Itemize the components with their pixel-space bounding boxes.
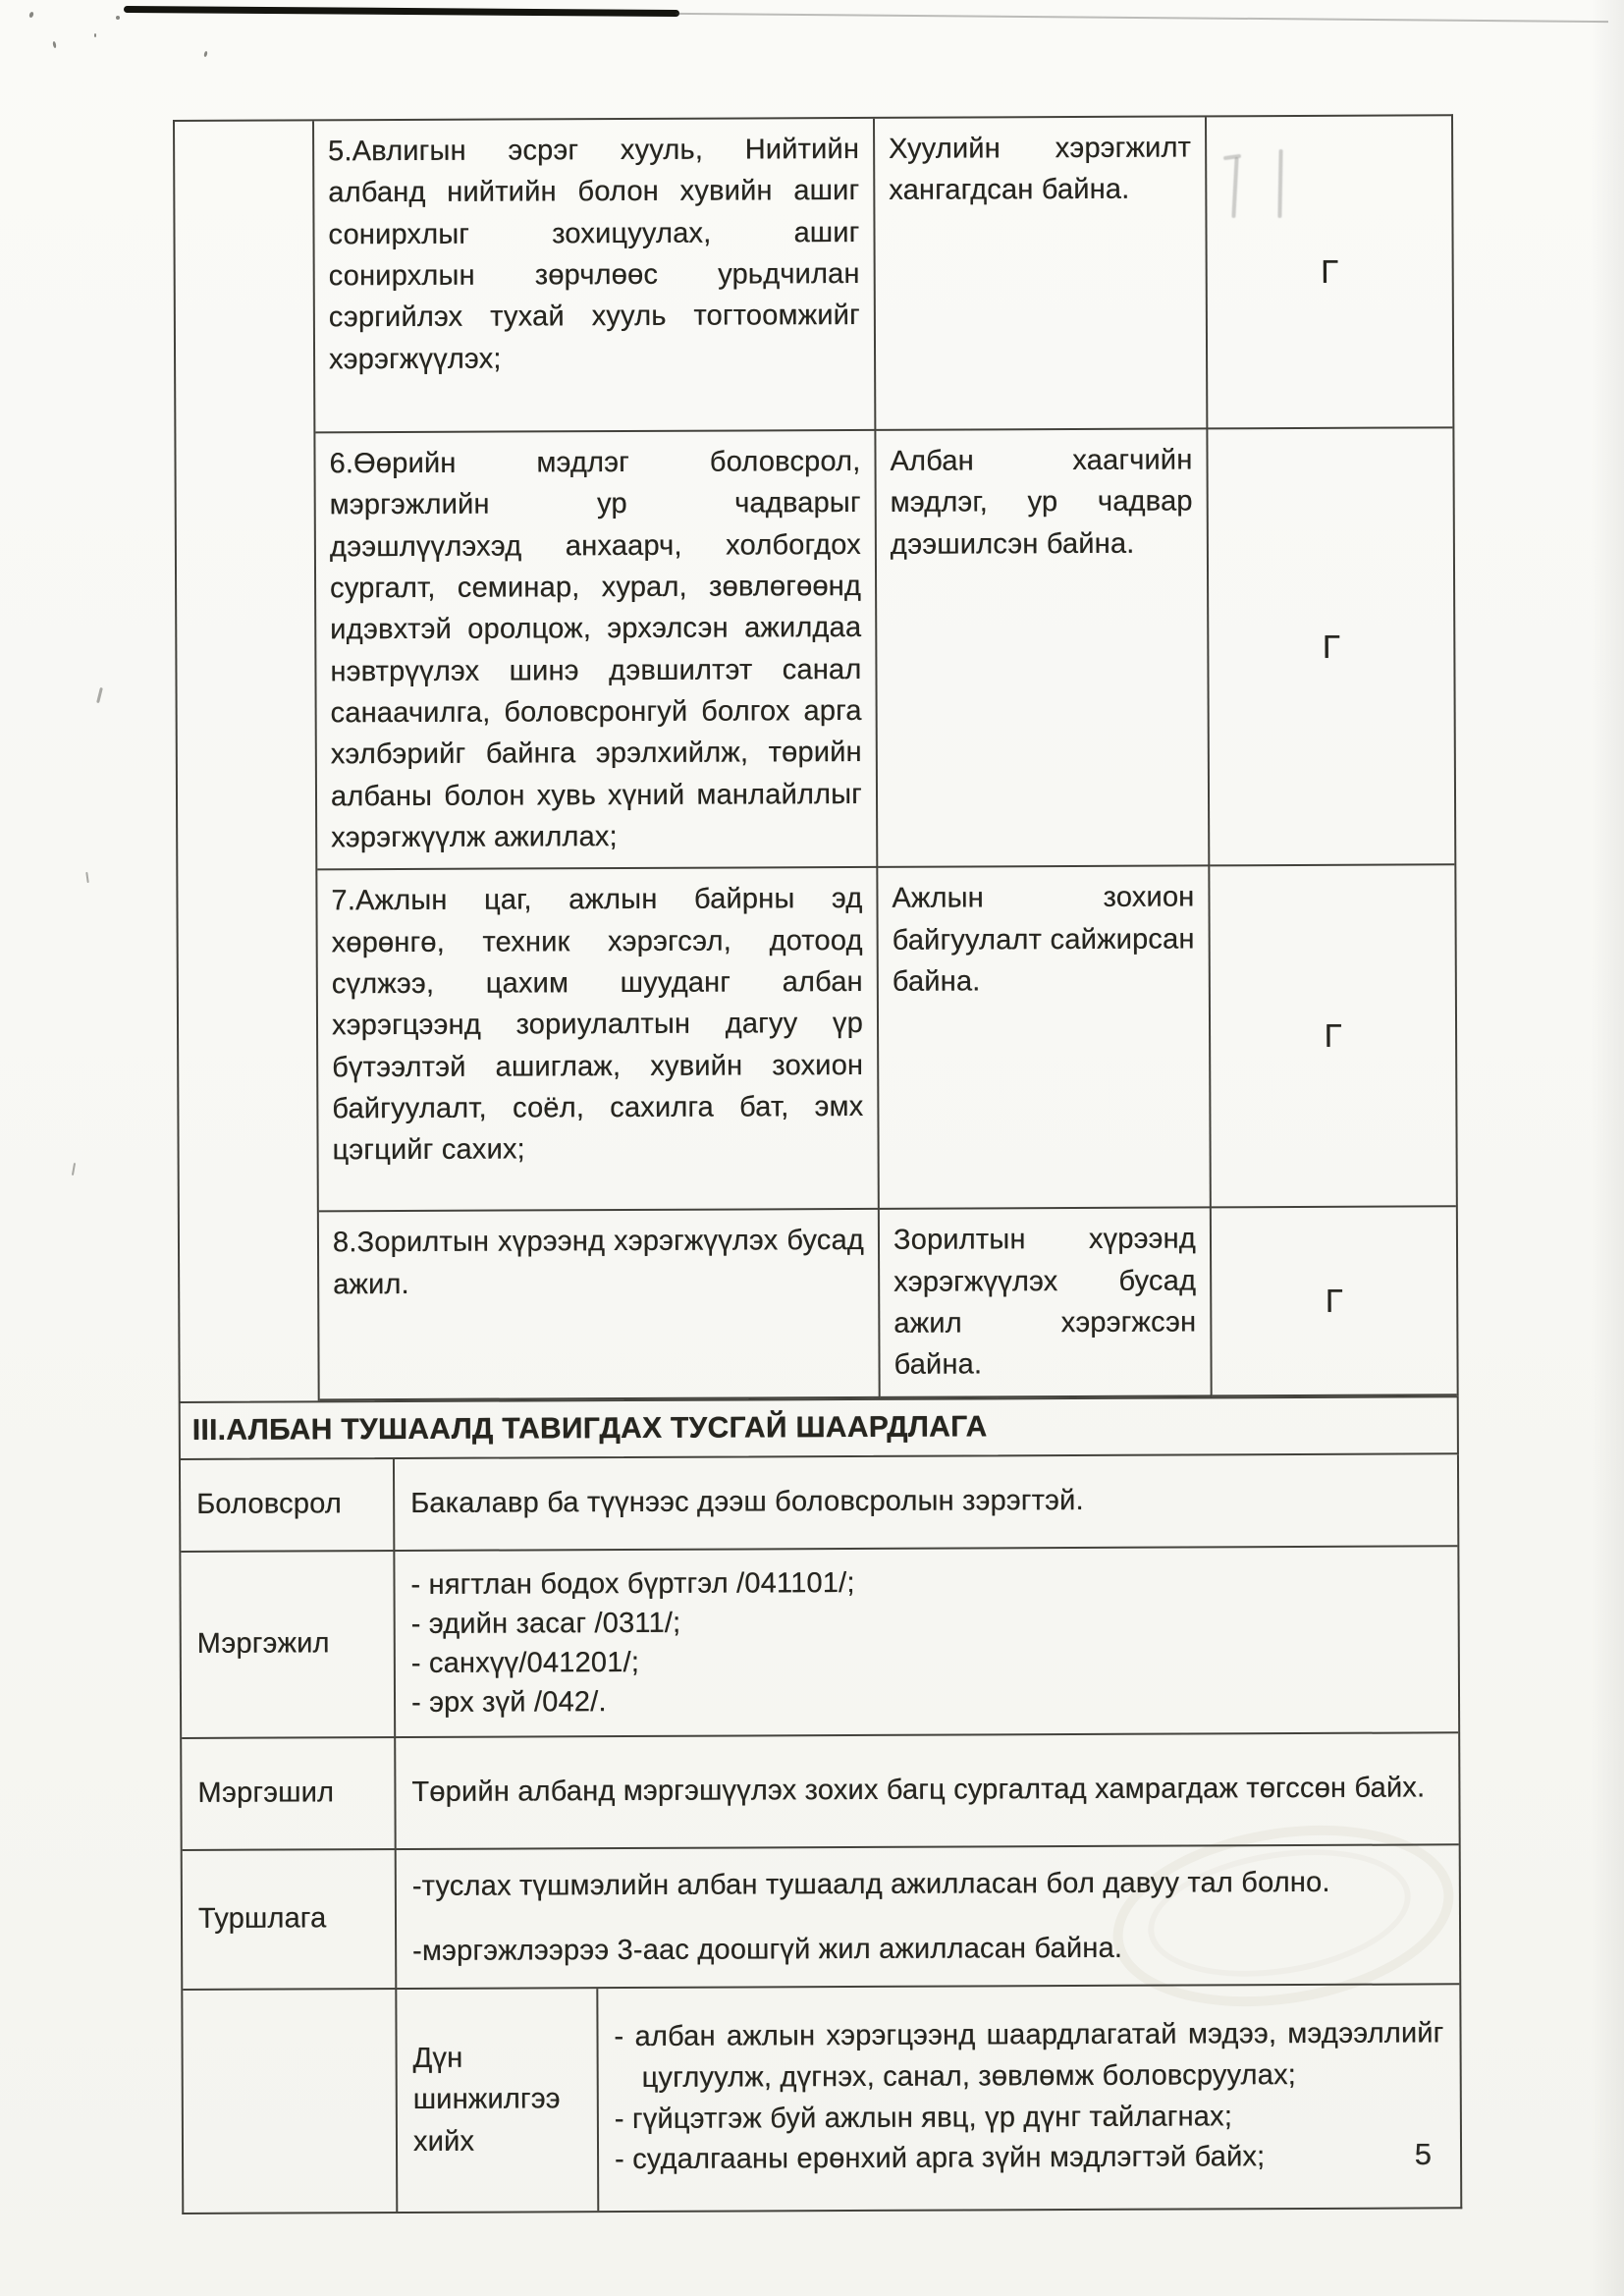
row-label: Туршлага xyxy=(197,1902,327,1936)
table-row-7-task xyxy=(317,868,880,1212)
margin-speck xyxy=(96,687,103,703)
list-item: - эрх зүй /042/. xyxy=(410,1685,607,1719)
task-text: 8.Зорилтын хүрээнд хэрэгжүүлэх бусад ажил. xyxy=(332,1225,865,1300)
list-item: - албан ажлын хэрэгцээнд шаардлагатай мэдээ, мэдээллийг цуглуулж, дүгнэх, санал, зөвлөмж боловсруулах; xyxy=(614,2017,1444,2094)
task-text: 6.Өөрийн мэдлэг боловсрол, мэргэжлийн ур чадварыг дээшлүүлэхэд анхаарч, холбогдох сургалт, семинар, хурал, зөвлөгөөнд идэвхтэй оролцож, эрхэлсэн ажилдаа нэвтрүүлэх шинэ дэвшилтэт санал санаачилга, боловсронгуй болгох арга хэлбэрийг байнга эрэлхийлж, төрийн албаны болон хувь хүний манлайллыг хэрэгжүүлж ажиллах; xyxy=(329,445,863,854)
scan-edge-line-faint xyxy=(676,13,1608,23)
row-label-cell xyxy=(181,1459,395,1551)
list-item: -туслах түшмэлийн албан тушаалд ажилласан бол давуу тал болно. xyxy=(411,1866,1330,1902)
table-row-7-result xyxy=(878,867,1212,1210)
row-label-cell xyxy=(183,1850,398,1989)
experience-list xyxy=(397,1848,1346,1984)
result-text: Хуулийн хэрэгжилт хангагдсан байна. xyxy=(889,132,1192,207)
requirements-row-experience xyxy=(183,1845,1460,1991)
list-item: - санхүү/041201/; xyxy=(410,1646,640,1679)
row-content-cell xyxy=(397,1845,1460,1988)
table-row-6-grade xyxy=(1208,428,1454,866)
table-row-5-task xyxy=(314,119,876,433)
result-text: Ажлын зохион байгуулалт сайжирсан байна. xyxy=(892,881,1195,998)
scan-speck xyxy=(203,51,207,58)
table-row-8-result xyxy=(880,1209,1213,1398)
requirements-row-profession xyxy=(181,1547,1458,1739)
list-item: - эдийн засаг /0311/; xyxy=(410,1607,681,1640)
row-label-cell xyxy=(181,1552,396,1737)
table-row-7-grade xyxy=(1210,866,1456,1209)
list-item: - нягтлан бодох бүртгэл /041101/; xyxy=(410,1566,855,1601)
row-content-cell xyxy=(598,1985,1460,2211)
task-text: 7.Ажлын цаг, ажлын байрны эд хөрөнгө, техник хэрэгсэл, дотоод сүлжээ, цахим шууданг албан хэрэгцээнд зориулалтын дагуу үр бүтээлтэй ашиглаж, хувийн зохион байгуулалт, соёл, сахилга бат, эмх цэгцийг сахих; xyxy=(331,883,864,1167)
row-content-cell xyxy=(395,1454,1457,1550)
profession-list xyxy=(395,1550,871,1736)
row-label: Боловсрол xyxy=(196,1488,343,1521)
scan-speck xyxy=(94,33,96,37)
requirements-row-education xyxy=(181,1454,1457,1553)
result-text: Зорилтын хүрээнд хэрэгжүүлэх бусад ажил хэрэгжсэн байна. xyxy=(893,1223,1197,1382)
duties-empty-left-column xyxy=(175,121,320,1400)
table-row-6-result xyxy=(876,429,1210,868)
list-item: - гүйцэтгэж буй ажлын явц, үр дүнг тайлагнах; xyxy=(614,2100,1233,2135)
margin-speck xyxy=(72,1163,76,1175)
row-label-cell xyxy=(182,1738,396,1849)
list-item: - судалгааны ерөнхий арга зүйн мэдлэгтэй байх; xyxy=(614,2141,1266,2176)
margin-speck xyxy=(85,872,89,883)
grade-letter: Г xyxy=(1325,1282,1343,1319)
scan-edge-line xyxy=(124,6,679,17)
page-number: 5 xyxy=(1414,2137,1432,2171)
section-3-header: III.АЛБАН ТУШААЛД ТАВИГДАХ ТУСГАЙ ШААРДЛАГА xyxy=(179,1395,1459,1460)
list-item: -мэргэжлээрээ 3-аас доошгүй жил ажилласан байна. xyxy=(412,1932,1123,1967)
specialization-content: Төрийн албанд мэргэшүүлэх зохих багц сургалтад хамрагдаж төгссөн байх. xyxy=(411,1772,1426,1809)
education-content: Бакалавр ба түүнээс дээш боловсролын зэрэгтэй. xyxy=(410,1485,1084,1520)
row-content-cell xyxy=(395,1547,1458,1736)
table-row-5-grade xyxy=(1207,116,1452,429)
scan-speck xyxy=(116,16,120,20)
row-label: Мэргэжил xyxy=(196,1627,330,1661)
requirements-row-analysis xyxy=(183,1985,1460,2213)
empty-left-cell xyxy=(183,1990,398,2213)
row-label-cell xyxy=(397,1989,599,2212)
duties-table xyxy=(173,114,1459,1400)
grade-letter: Г xyxy=(1324,1017,1342,1055)
requirements-table xyxy=(179,1454,1462,2214)
task-text: 5.Авлигын эсрэг хууль, Нийтийн албанд нийтийн болон хувийн ашиг сонирхлыг зохицуулах, ашиг сонирхлын зөрчлөөс урьдчилан сэргийлэх тухай хууль тогтоомжийг хэрэгжүүлэх; xyxy=(328,133,860,375)
document-table xyxy=(173,114,1462,2214)
table-row-8-task xyxy=(319,1210,881,1400)
analysis-label: Дүн шинжилгээ хийх xyxy=(412,2042,561,2158)
scan-speck xyxy=(28,11,34,18)
table-row-5-result xyxy=(875,117,1208,430)
table-row-6-task xyxy=(315,431,878,871)
row-label: Мэргэшил xyxy=(197,1777,335,1810)
requirements-row-specialization xyxy=(182,1733,1458,1851)
table-row-8-grade xyxy=(1212,1208,1457,1396)
grade-letter: Г xyxy=(1322,628,1340,665)
row-content-cell xyxy=(396,1733,1458,1848)
scan-speck xyxy=(52,41,56,48)
grade-letter: Г xyxy=(1321,252,1339,290)
scan-edge-shadow xyxy=(1591,0,1624,2296)
result-text: Албан хаагчийн мэдлэг, ур чадвар дээшилсэн байна. xyxy=(890,444,1193,561)
analysis-list xyxy=(598,1999,1460,2195)
